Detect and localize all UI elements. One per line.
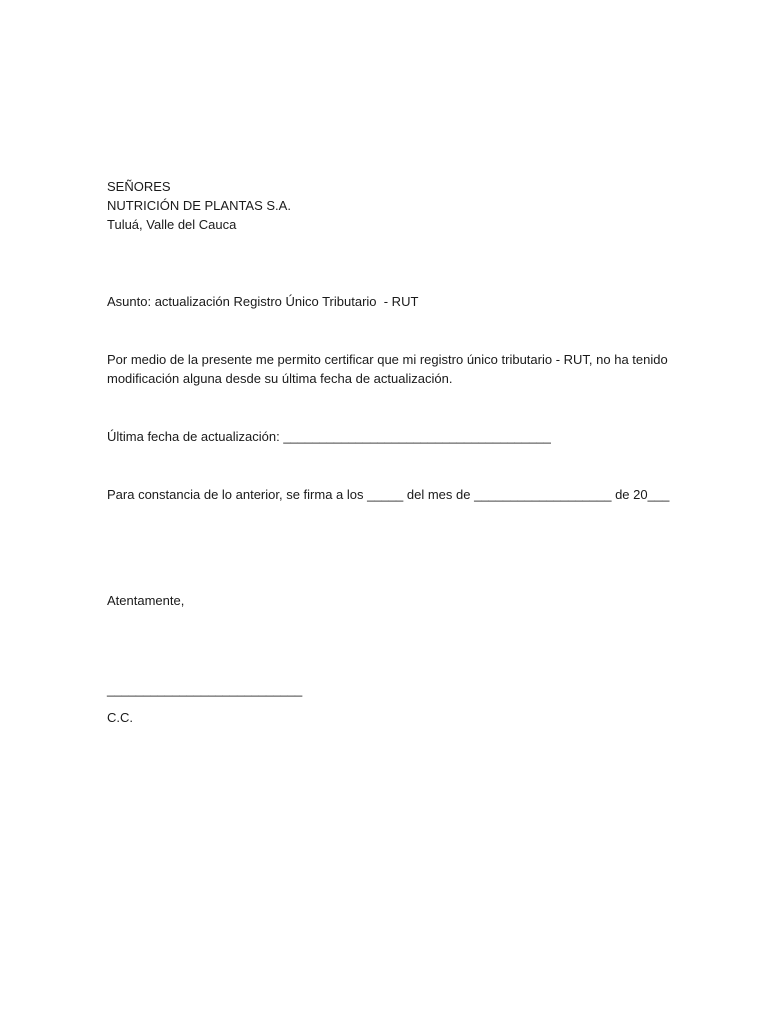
recipient-company: NUTRICIÓN DE PLANTAS S.A.: [107, 198, 291, 213]
body-line-2: modificación alguna desde su última fecha de actualización.: [107, 371, 453, 386]
body-line-1: Por medio de la presente me permito certificar que mi registro único tributario - RUT, no ha tenido: [107, 352, 668, 367]
closing-line: Atentamente,: [107, 593, 185, 608]
recipient-salutation: SEÑORES: [107, 179, 171, 194]
subject-line: Asunto: actualización Registro Único Tributario - RUT: [107, 294, 419, 309]
constancy-line: Para constancia de lo anterior, se firma a los _____ del mes de ___________________ de 20___: [107, 487, 670, 502]
recipient-block: [107, 177, 291, 234]
body-paragraph: [107, 350, 668, 388]
last-update-line: Última fecha de actualización: _____________________________________: [107, 429, 551, 444]
id-label: C.C.: [107, 710, 133, 725]
recipient-location: Tuluá, Valle del Cauca: [107, 217, 237, 232]
signature-line: ___________________________: [107, 682, 303, 697]
